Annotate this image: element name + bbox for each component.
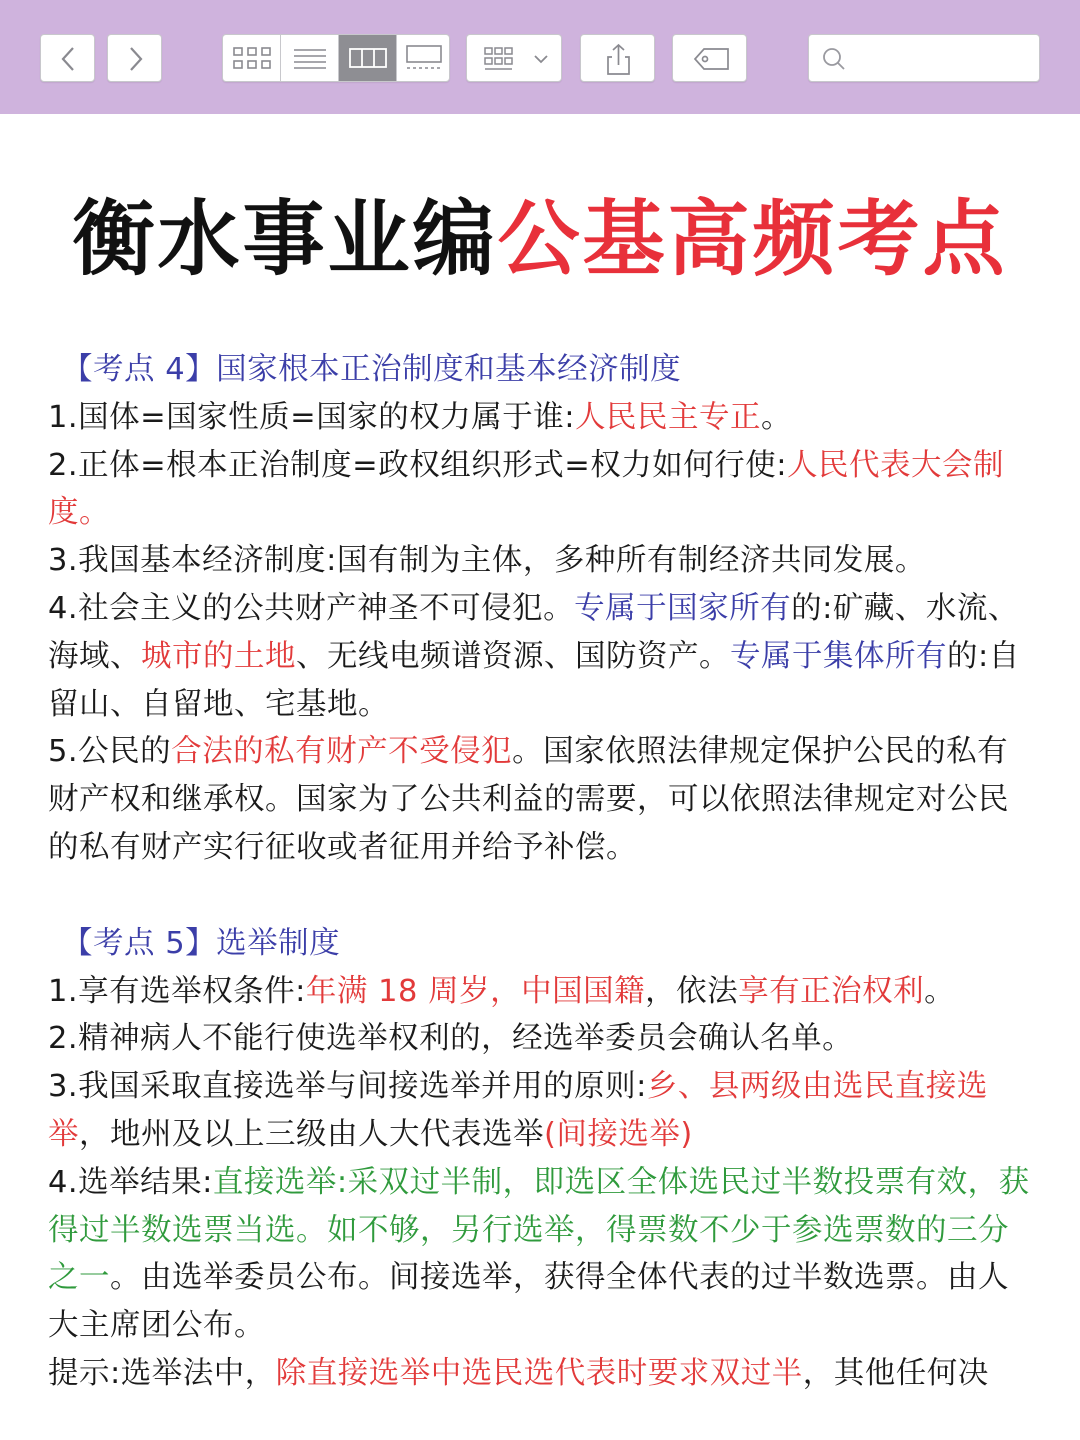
section-5-item-1	[48, 968, 1038, 1016]
text: 的:自留山、自留地、宅基地。	[48, 638, 1020, 722]
highlight-red: 人民民主专正	[575, 399, 761, 435]
text: 1.国体=国家性质=国家的权力属于谁:	[48, 399, 575, 435]
highlight-blue: 专属于国家所有	[574, 590, 792, 626]
section-5-item-4	[48, 1159, 1038, 1350]
text: 5.公民的	[48, 734, 172, 770]
section-5-item-3	[48, 1063, 1038, 1159]
text: 、无线电频谱资源、国防资产。	[296, 638, 730, 674]
highlight-red: 除直接选举中选民选代表时要求双过半	[275, 1355, 803, 1391]
section-4-item-2	[48, 442, 1038, 538]
view-mode-segmented-control	[222, 34, 450, 82]
list-view-icon	[281, 35, 339, 81]
text: 提示:选举法中，	[48, 1355, 276, 1391]
text: 。国家依照法律规定保护公民的私有财产权和继承权。国家为了公共利益的需要，可以依照法律规定对公民的私有财产实行征收或者征用并给予补偿。	[48, 734, 1009, 865]
column-view-button[interactable]	[339, 35, 397, 81]
text: ，依法	[645, 973, 739, 1009]
page-title	[0, 190, 1080, 290]
search-icon	[809, 35, 859, 83]
text: 4.选举结果:	[48, 1164, 213, 1200]
highlight-red: 年满 18 周岁，中国国籍	[305, 973, 646, 1009]
section-4-heading: 【考点 4】国家根本正治制度和基本经济制度	[62, 352, 682, 387]
section-4-item-1	[48, 394, 1038, 442]
grid-view-button[interactable]	[223, 35, 281, 81]
highlight-red: 人民代表大会制度	[48, 447, 1005, 531]
share-icon	[581, 35, 656, 83]
text: 2.正体=根本正治制度=政权组织形式=权力如何行使:	[48, 447, 788, 483]
group-by-icon	[467, 35, 563, 83]
section-4-item-4	[48, 585, 1038, 728]
section-5-item-2: 2.精神病人不能行使选举权利的，经选举委员会确认名单。	[48, 1021, 854, 1057]
text: 。	[924, 973, 956, 1009]
text: 4.社会主义的公共财产神圣不可侵犯。	[48, 590, 575, 626]
finder-toolbar	[0, 0, 1080, 114]
forward-button[interactable]	[107, 34, 162, 82]
gallery-view-icon	[397, 35, 450, 81]
text: 1.享有选举权条件:	[48, 973, 306, 1009]
group-by-button[interactable]	[466, 34, 562, 82]
tag-icon	[673, 35, 748, 83]
highlight-blue: 专属于集体所有	[730, 638, 947, 674]
chevron-left-icon	[41, 35, 96, 83]
share-button[interactable]	[580, 34, 655, 82]
back-button[interactable]	[40, 34, 95, 82]
title-black-part: 衡水事业编	[72, 192, 498, 287]
section-4-item-3: 3.我国基本经济制度:国有制为主体，多种所有制经济共同发展。	[48, 543, 926, 579]
title-red-part: 公基高频考点	[497, 192, 1008, 287]
section-gap	[48, 872, 1038, 920]
highlight-red: 乡、县两级由选民直接选举	[48, 1069, 988, 1152]
gallery-view-button[interactable]	[397, 35, 450, 81]
tag-button[interactable]	[672, 34, 747, 82]
highlight-red: (间接选举)	[544, 1116, 693, 1152]
text: ，其他任何决	[802, 1355, 989, 1391]
section-5-heading: 【考点 5】选举制度	[62, 925, 341, 961]
highlight-red: 享有正治权利	[738, 973, 925, 1009]
highlight-red: 城市的土地	[141, 638, 296, 674]
text: ，地州及以上三级由人大代表选举	[79, 1116, 544, 1152]
section-5-tip	[48, 1350, 1038, 1398]
section-4-item-5	[48, 728, 1038, 871]
column-view-icon	[339, 35, 397, 81]
search-field[interactable]	[808, 34, 1040, 82]
text: 。由选举委员公布。间接选举，获得全体代表的过半数选票。由人大主席团公布。	[48, 1260, 1009, 1344]
text: 3.我国采取直接选举与间接选举并用的原则:	[48, 1069, 647, 1105]
grid-view-icon	[223, 35, 281, 81]
list-view-button[interactable]	[281, 35, 339, 81]
text: 。	[79, 495, 110, 531]
highlight-green: 直接选举:采双过半制，即选区全体选民过半数投票有效，获得过半数选票当选。如不够，另行选举，得票数不少于参选票数的三分之一	[48, 1164, 1030, 1296]
text: 。	[761, 399, 792, 435]
chevron-right-icon	[108, 35, 163, 83]
highlight-red: 合法的私有财产不受侵犯	[171, 734, 513, 770]
text: 的:矿藏、水流、海域、	[48, 590, 1019, 674]
document-body	[48, 346, 1038, 1398]
